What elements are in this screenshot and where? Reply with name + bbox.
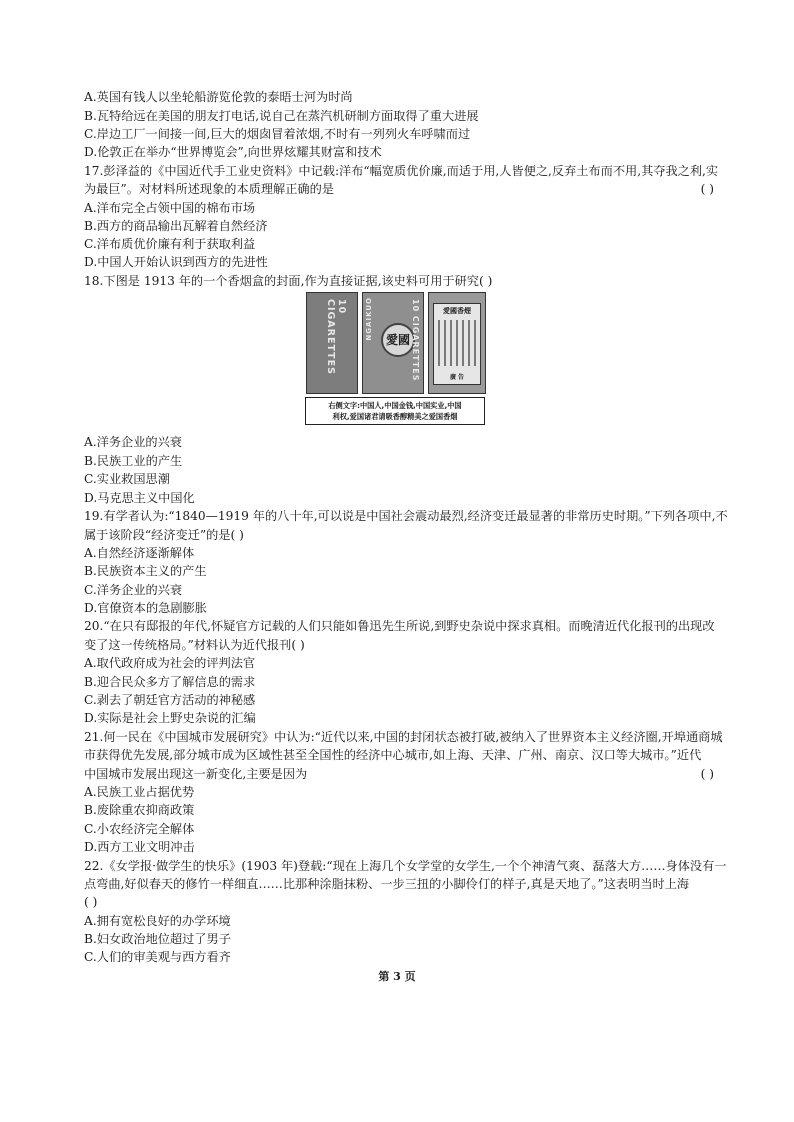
q19-option-b: B.民族资本主义的产生 (84, 564, 207, 578)
q21-option-c: C.小农经济完全解体 (84, 822, 195, 836)
box1-label: 10 CIGARETTES (325, 299, 347, 375)
q17-answer-paren: ( ) (700, 182, 714, 196)
q22-stem-line3: ( ) (84, 895, 98, 909)
q21-stem-line3: 中国城市发展出现这一新变化,主要是因为 (84, 767, 308, 781)
q19-option-d: D.官僚资本的急剧膨胀 (84, 601, 207, 615)
q18-option-c: C.实业救国思潮 (84, 472, 170, 486)
box3-text-panel (433, 303, 481, 385)
cigarette-box-side-left (306, 292, 358, 394)
q17-stem-line1: 17.彭泽益的《中国近代手工业史资料》中记载:洋布“幅宽质优价廉,而适于用,人皆便之,反弃土布而不用,其夺我之利,实 (84, 164, 719, 178)
q18-option-a: A.洋务企业的兴衰 (84, 435, 182, 449)
box3-vertical-text-block (438, 320, 476, 366)
q17-option-a: A.洋布完全占领中国的棉布市场 (84, 201, 256, 215)
q19-stem-line2: 属于该阶段“经济变迁”的是( ) (84, 528, 244, 542)
q21-option-b: B.废除重农抑商政策 (84, 803, 195, 817)
q18-option-d: D.马克思主义中国化 (84, 491, 195, 505)
q22-stem-line2: 点弯曲,好似春天的修竹一样细直……比那种涂脂抹粉、一步三扭的小脚伶仃的样子,真是天地了。”这表明当时上海 (84, 877, 690, 891)
q22-option-c: C.人们的审美观与西方看齐 (84, 950, 231, 964)
q16-option-d: D.伦敦正在举办“世界博览会”,向世界炫耀其财富和技术 (84, 145, 382, 159)
q22-option-a: A.拥有宽松良好的办学环境 (84, 914, 231, 928)
box3-bottom-label: 廣 告 (449, 374, 465, 381)
q20-stem-line2: 变了这一传统格局。”材料认为近代报刊( ) (84, 638, 305, 652)
box2-brand: NGAIKUO (365, 297, 373, 341)
q21-stem-line2: 市获得优先发展,部分城市成为区域性甚至全国性的经济中心城市,如上海、天津、广州、南京、汉口等大城市。”近代 (84, 748, 702, 762)
cigarette-box-front (362, 292, 424, 394)
box3-title: 愛國香煙 (443, 306, 471, 315)
q19-option-a: A.自然经济逐渐解体 (84, 546, 195, 560)
q16-option-a: A.英国有钱人以坐轮船游览伦敦的泰晤士河为时尚 (84, 90, 353, 104)
q17-option-c: C.洋布质优价廉有利于获取利益 (84, 237, 256, 251)
q21-stem-line1: 21.何一民在《中国城市发展研究》中认为:“近代以来,中国的封闭状态被打破,被纳入了世界资本主义经济圈,开埠通商城 (84, 730, 723, 744)
q16-option-c: C.岸边工厂一间接一间,巨大的烟囱冒着浓烟,不时有一列列火车呼啸而过 (84, 127, 471, 141)
cigarette-box-back (428, 292, 486, 394)
box2-emblem: 愛國 (381, 323, 415, 357)
caption-line-2: 利权,爱国诸君请吸香醇精美之爱国香烟 (332, 412, 458, 421)
q19-option-c: C.洋务企业的兴衰 (84, 583, 183, 597)
q19-stem-line1: 19.有学者认为:“1840—1919 年的八十年,可以说是中国社会震动最烈,经济变迁最显著的非常历史时期。”下列各项中,不 (84, 509, 728, 523)
q21-option-d: D.西方工业文明冲击 (84, 840, 195, 854)
cigarette-box-figure (300, 292, 490, 430)
caption-line-1: 右侧文字:中国人,中国金钱,中国实业,中国 (328, 401, 462, 410)
figure-caption (305, 397, 485, 425)
q17-stem-line2: 为最巨”。对材料所述现象的本质理解正确的是 (84, 182, 334, 196)
q17-option-d: D.中国人开始认识到西方的先进性 (84, 255, 268, 269)
q20-stem-line1: 20.“在只有邸报的年代,怀疑官方记载的人们只能如鲁迅先生所说,到野史杂说中探求真相。而晚清近代化报刊的出现改 (84, 619, 715, 633)
q20-option-c: C.剥去了朝廷官方活动的神秘感 (84, 693, 256, 707)
q17-option-b: B.西方的商品输出瓦解着自然经济 (84, 219, 268, 233)
q16-option-b: B.瓦特给远在美国的朋友打电话,说自己在蒸汽机研制方面取得了重大进展 (84, 109, 479, 123)
q18-option-b: B.民族工业的产生 (84, 454, 183, 468)
q21-answer-paren: ( ) (700, 767, 714, 781)
box2-label: 10 CIGARETTES (411, 299, 420, 382)
page-number: 第 3 页 (378, 970, 416, 983)
q22-option-b: B.妇女政治地位超过了男子 (84, 932, 231, 946)
q20-option-b: B.迎合民众多方了解信息的需求 (84, 675, 256, 689)
q21-option-a: A.民族工业占据优势 (84, 785, 195, 799)
q22-stem-line1: 22.《女学报·做学生的快乐》(1903 年)登载:“现在上海几个女学堂的女学生,一个个神清气爽、磊落大方……身体没有一 (84, 859, 727, 873)
q20-option-d: D.实际是社会上野史杂说的汇编 (84, 711, 256, 725)
q20-option-a: A.取代政府成为社会的评判法官 (84, 656, 256, 670)
q18-stem: 18.下图是 1913 年的一个香烟盒的封面,作为直接证据,该史料可用于研究( ) (84, 274, 493, 288)
